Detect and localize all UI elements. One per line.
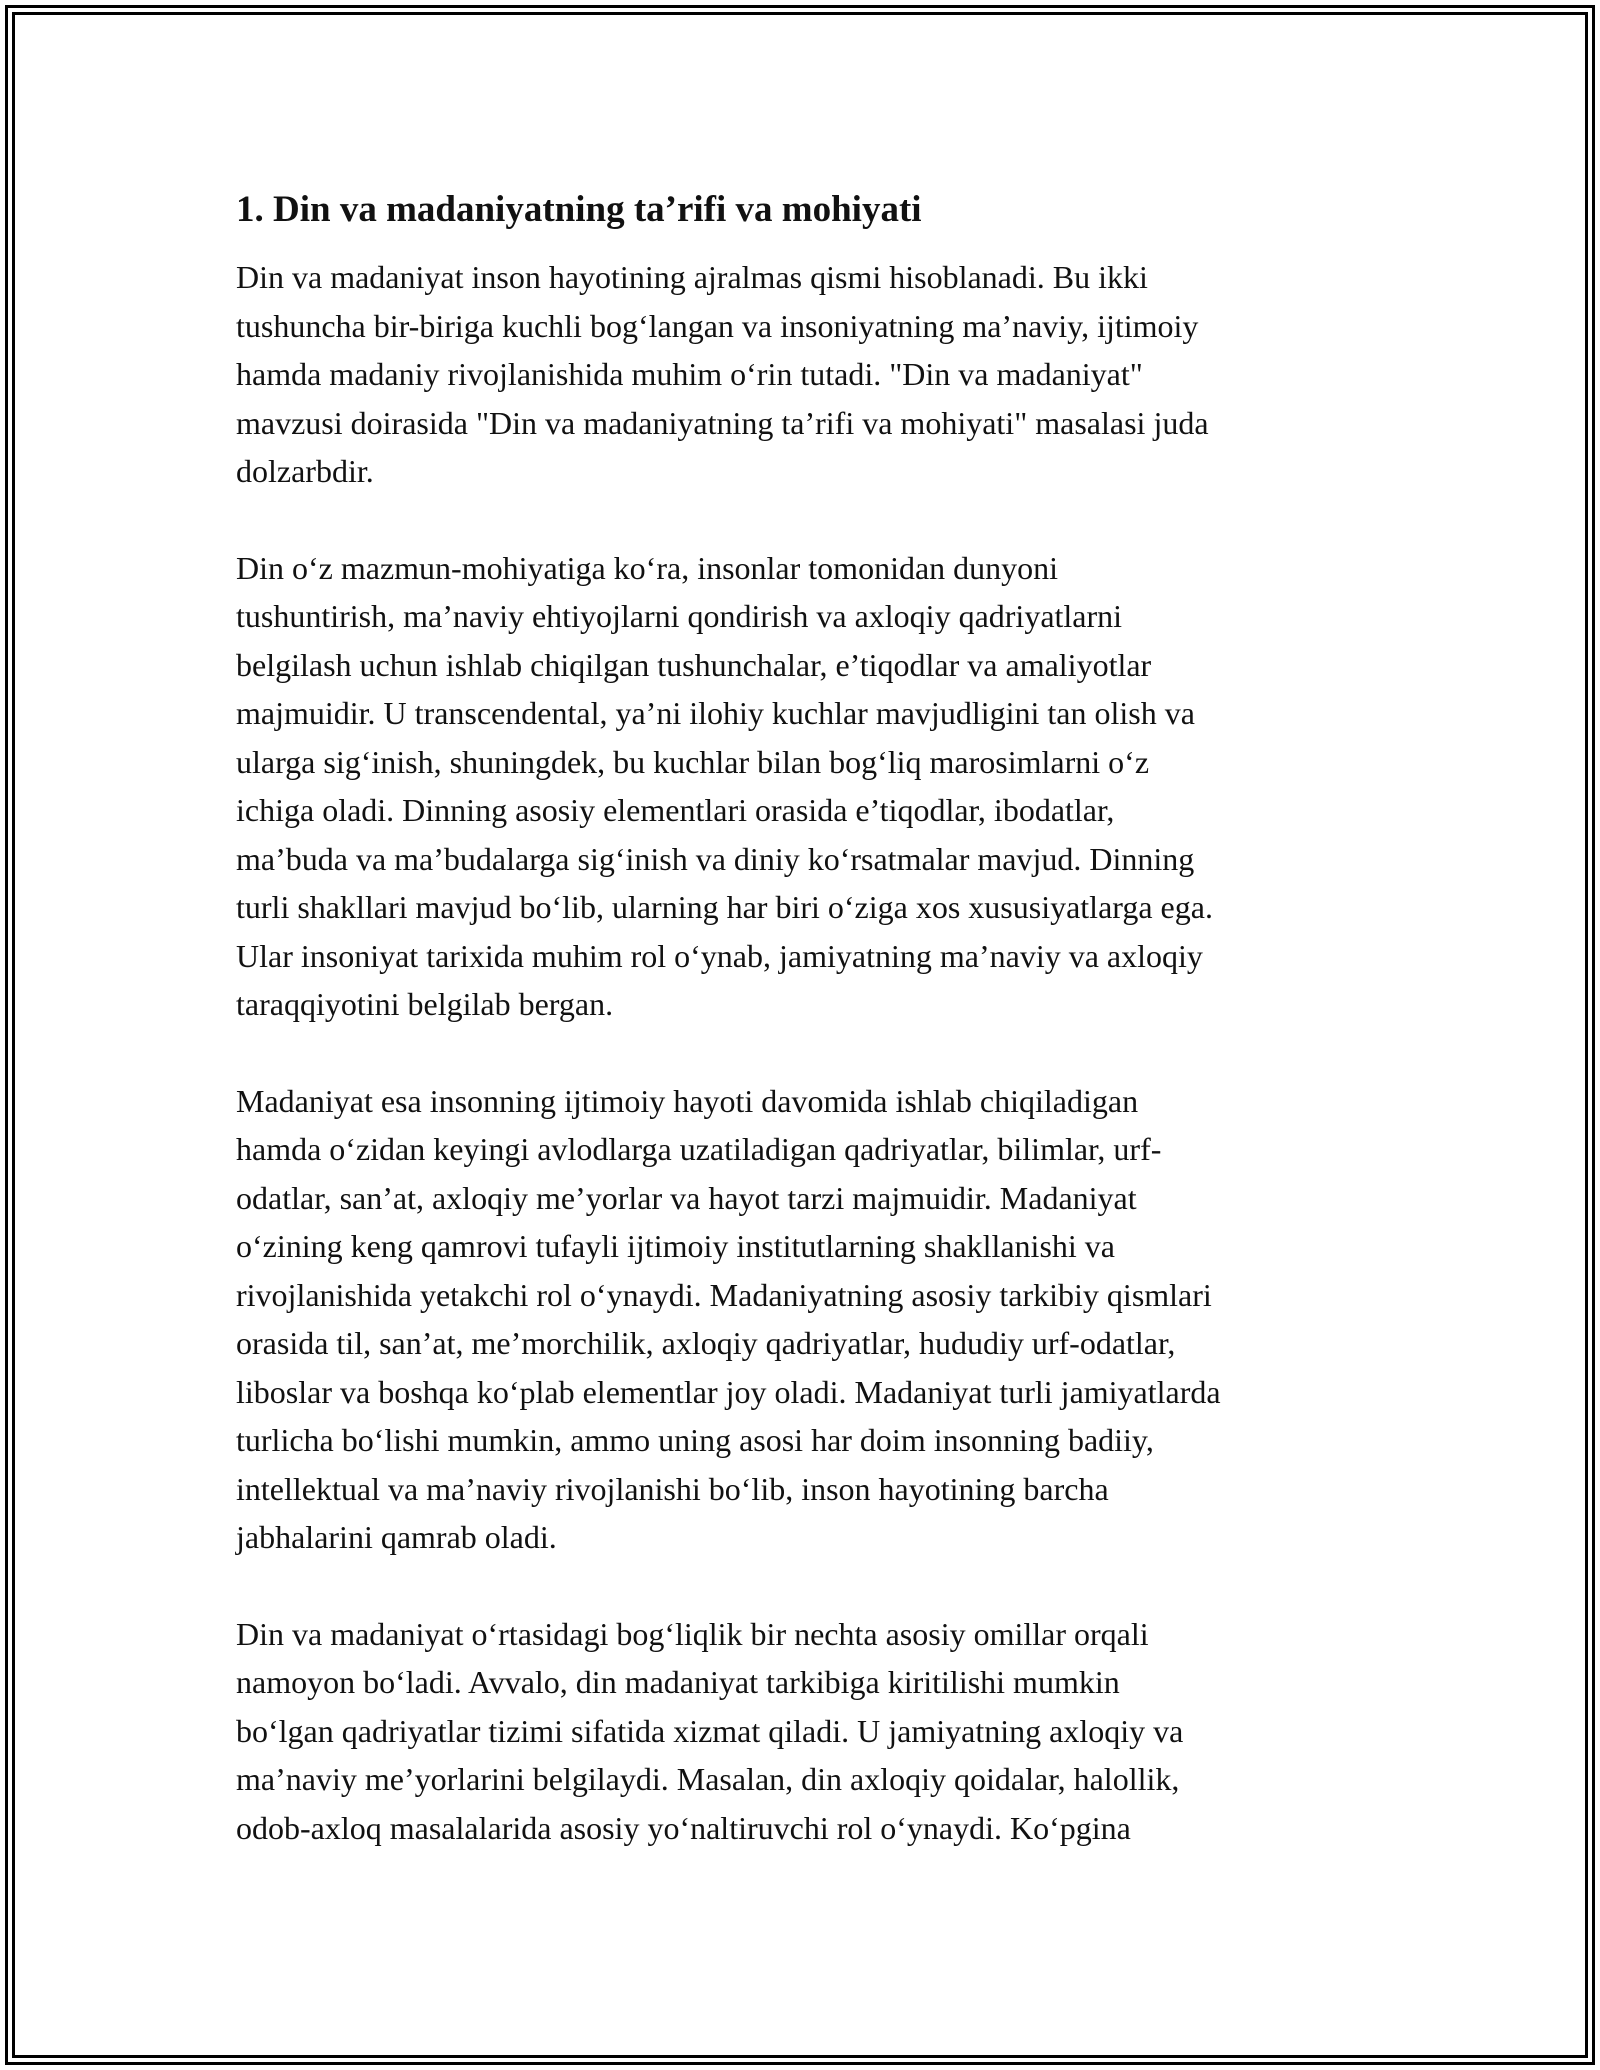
- text-line: rivojlanishida yetakchi rol o‘ynaydi. Madaniyatning asosiy tarkibiy qismlari: [236, 1276, 1212, 1313]
- text-line: belgilash uchun ishlab chiqilgan tushunchalar, e’tiqodlar va amaliyotlar: [236, 646, 1152, 683]
- text-line: dolzarbdir.: [236, 453, 374, 489]
- text-line: odatlar, san’at, axloqiy me’yorlar va hayot tarzi majmuidir. Madaniyat: [236, 1179, 1137, 1216]
- text-line: namoyon bo‘ladi. Avvalo, din madaniyat tarkibiga kiritilishi mumkin: [236, 1664, 1120, 1700]
- text-line: liboslar va boshqa ko‘plab elementlar joy oladi. Madaniyat turli jamiyatlarda: [236, 1373, 1221, 1410]
- text-line: bo‘lgan qadriyatlar tizimi sifatida xizmat qiladi. U jamiyatning axloqiy va: [236, 1712, 1184, 1749]
- paragraph-2: [236, 544, 1366, 1029]
- text-line: orasida til, san’at, me’morchilik, axloqiy qadriyatlar, hududiy urf-odatlar,: [236, 1325, 1176, 1361]
- text-line: majmuidir. U transcendental, ya’ni ilohiy kuchlar mavjudligini tan olish va: [236, 695, 1195, 731]
- paragraph-3: [236, 1077, 1366, 1562]
- text-line: hamda madaniy rivojlanishida muhim o‘rin tutadi. "Din va madaniyat": [236, 356, 1143, 392]
- text-line: intellektual va ma’naviy rivojlanishi bo‘lib, inson hayotining barcha: [236, 1470, 1109, 1507]
- text-line: odob-axloq masalalarida asosiy yo‘naltiruvchi rol o‘ynaydi. Ko‘pgina: [236, 1809, 1131, 1846]
- text-line: ularga sig‘inish, shuningdek, bu kuchlar bilan bog‘liq marosimlarni o‘z: [236, 743, 1150, 780]
- text-line: jabhalarini qamrab oladi.: [236, 1519, 557, 1555]
- text-line: o‘zining keng qamrovi tufayli ijtimoiy institutlarning shakllanishi va: [236, 1228, 1115, 1264]
- section-heading: 1. Din va madaniyatning ta’rifi va mohiyati: [236, 189, 922, 230]
- paragraph-1: [236, 253, 1366, 496]
- text-line: Din va madaniyat inson hayotining ajralmas qismi hisoblanadi. Bu ikki: [236, 259, 1148, 295]
- text-line: Madaniyat esa insonning ijtimoiy hayoti davomida ishlab chiqiladigan: [236, 1082, 1139, 1119]
- text-line: Ular insoniyat tarixida muhim rol o‘ynab, jamiyatning ma’naviy va axloqiy: [236, 937, 1203, 974]
- text-line: turli shakllari mavjud bo‘lib, ularning har biri o‘ziga xos xususiyatlarga ega.: [236, 889, 1213, 925]
- text-line: ma’buda va ma’budalarga sig‘inish va diniy ko‘rsatmalar mavjud. Dinning: [236, 840, 1195, 877]
- document-body: [236, 185, 1366, 1900]
- text-line: turlicha bo‘lishi mumkin, ammo uning asosi har doim insonning badiiy,: [236, 1422, 1154, 1458]
- text-line: taraqqiyotini belgilab bergan.: [236, 986, 614, 1022]
- text-line: Din o‘z mazmun-mohiyatiga ko‘ra, insonlar tomonidan dunyoni: [236, 549, 1059, 586]
- text-line: tushuncha bir-biriga kuchli bog‘langan va insoniyatning ma’naviy, ijtimoiy: [236, 307, 1199, 344]
- text-line: mavzusi doirasida "Din va madaniyatning ta’rifi va mohiyati" masalasi juda: [236, 404, 1209, 441]
- text-line: hamda o‘zidan keyingi avlodlarga uzatiladigan qadriyatlar, bilimlar, urf-: [236, 1131, 1162, 1167]
- text-line: tushuntirish, ma’naviy ehtiyojlarni qondirish va axloqiy qadriyatlarni: [236, 598, 1123, 634]
- text-line: ma’naviy me’yorlarini belgilaydi. Masalan, din axloqiy qoidalar, halollik,: [236, 1761, 1180, 1797]
- paragraph-4: [236, 1610, 1366, 1853]
- text-line: Din va madaniyat o‘rtasidagi bog‘liqlik bir nechta asosiy omillar orqali: [236, 1615, 1149, 1652]
- text-line: ichiga oladi. Dinning asosiy elementlari orasida e’tiqodlar, ibodatlar,: [236, 792, 1115, 828]
